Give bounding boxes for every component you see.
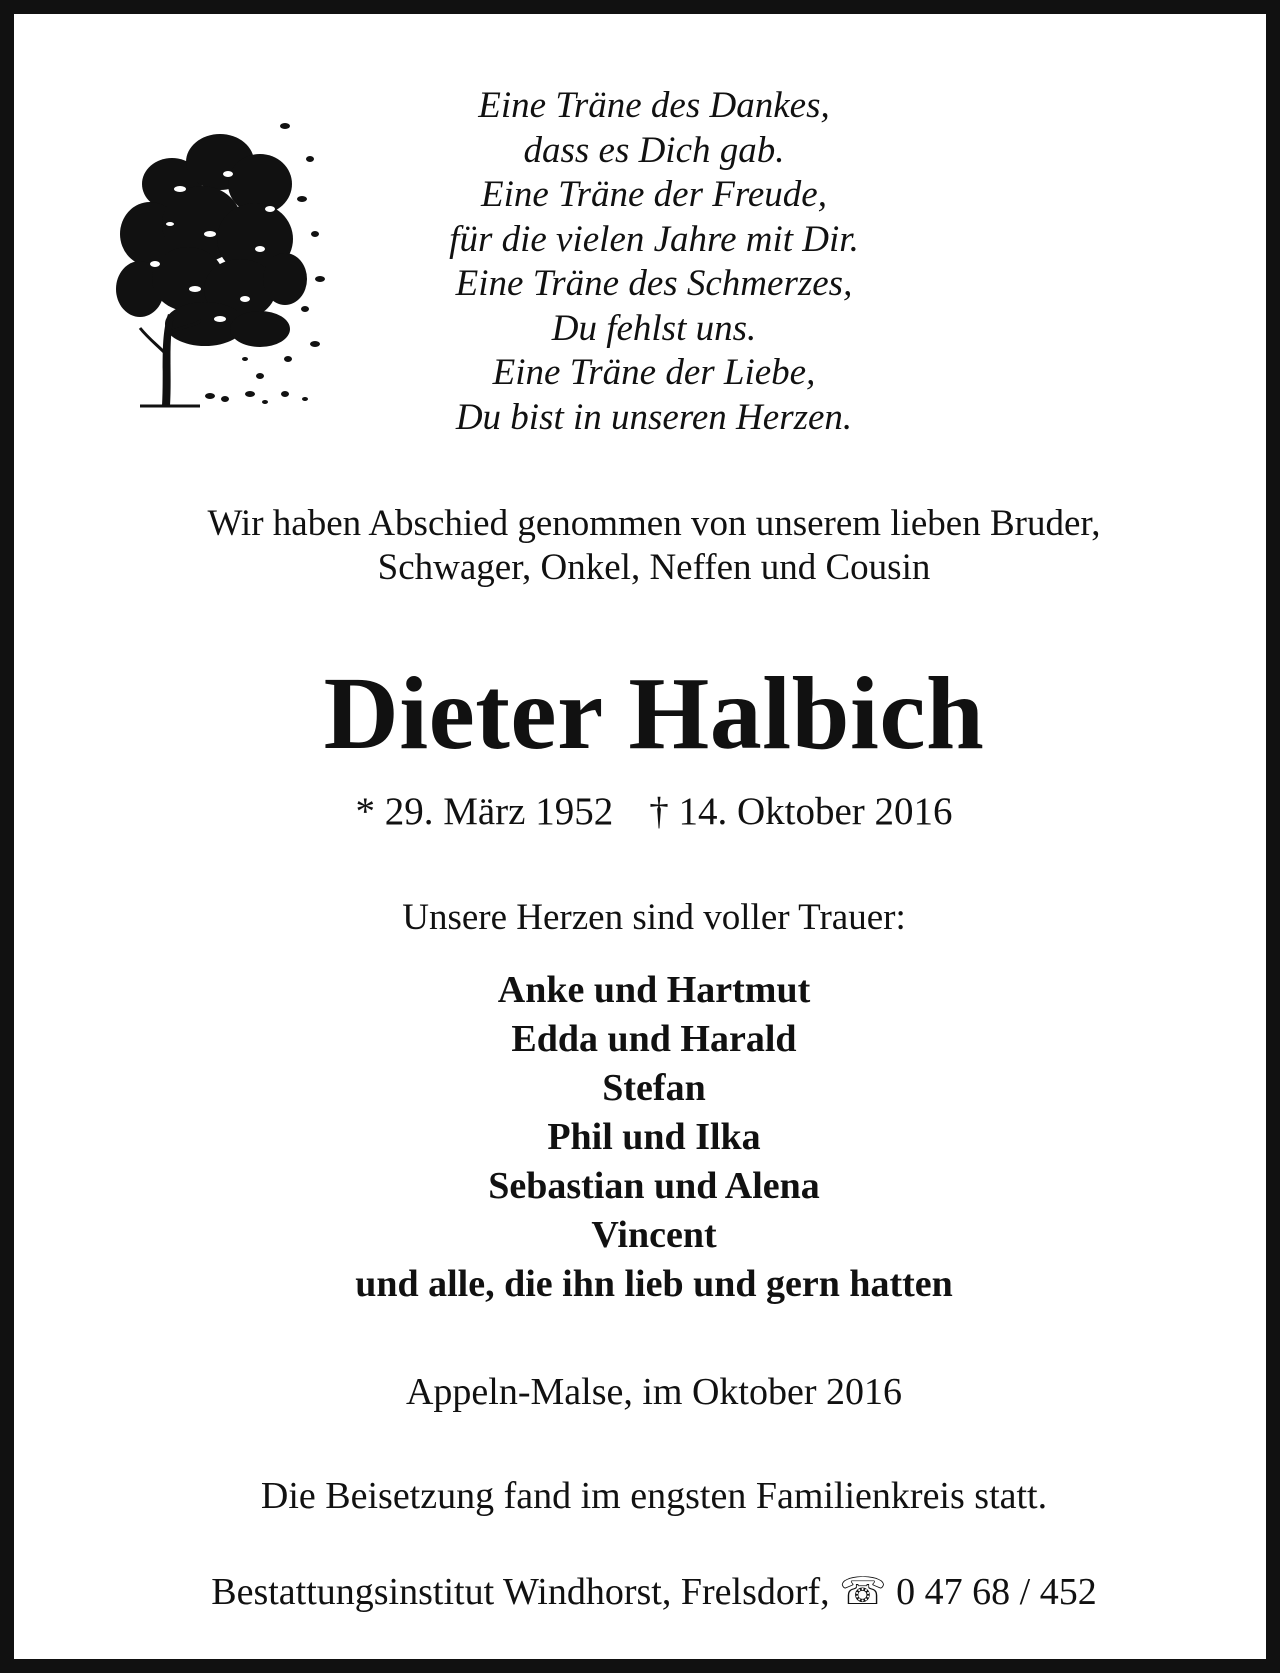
burial-note: Die Beisetzung fand im engsten Familienkreis statt. (260, 1475, 1048, 1517)
poem-line: Du fehlst uns. (551, 307, 757, 349)
mourning-text: Unsere Herzen sind voller Trauer: (402, 897, 906, 938)
poem-line: Eine Träne des Dankes, (478, 85, 830, 126)
life-dates (54, 789, 1254, 835)
family-member: und alle, die ihn lieb und gern hatten (355, 1263, 953, 1305)
family-member: Stefan (602, 1067, 706, 1109)
intro-line-1: Wir haben Abschied genommen von unserem lieben Bruder, (207, 503, 1101, 544)
poem-line: dass es Dich gab. (523, 129, 785, 171)
place-date: Appeln-Malse, im Oktober 2016 (405, 1371, 903, 1413)
family-member: Phil und Ilka (547, 1116, 761, 1158)
family-member: Anke und Hartmut (497, 969, 811, 1011)
intro-line-2: Schwager, Onkel, Neffen und Cousin (377, 547, 931, 588)
birth-date: * 29. März 1952 (355, 790, 614, 833)
tree-icon (110, 114, 340, 434)
intro-text (54, 502, 1254, 590)
poem-line: Eine Träne des Schmerzes, (455, 263, 853, 304)
family-member: Edda und Harald (511, 1018, 797, 1060)
family-member: Sebastian und Alena (488, 1165, 820, 1207)
poem (344, 84, 964, 440)
undertaker-contact: Bestattungsinstitut Windhorst, Frelsdorf, ☏ 0 47 68 / 452 (211, 1571, 1097, 1613)
poem-line: Eine Träne der Freude, (481, 174, 827, 215)
poem-line: Eine Träne der Liebe, (492, 352, 816, 393)
poem-line: für die vielen Jahre mit Dir. (449, 218, 859, 260)
death-date: † 14. Oktober 2016 (649, 790, 953, 833)
deceased-name: Dieter Halbich (323, 656, 985, 771)
poem-line: Du bist in unseren Herzen. (455, 396, 853, 438)
family-list (54, 966, 1254, 1309)
family-member: Vincent (591, 1214, 717, 1256)
